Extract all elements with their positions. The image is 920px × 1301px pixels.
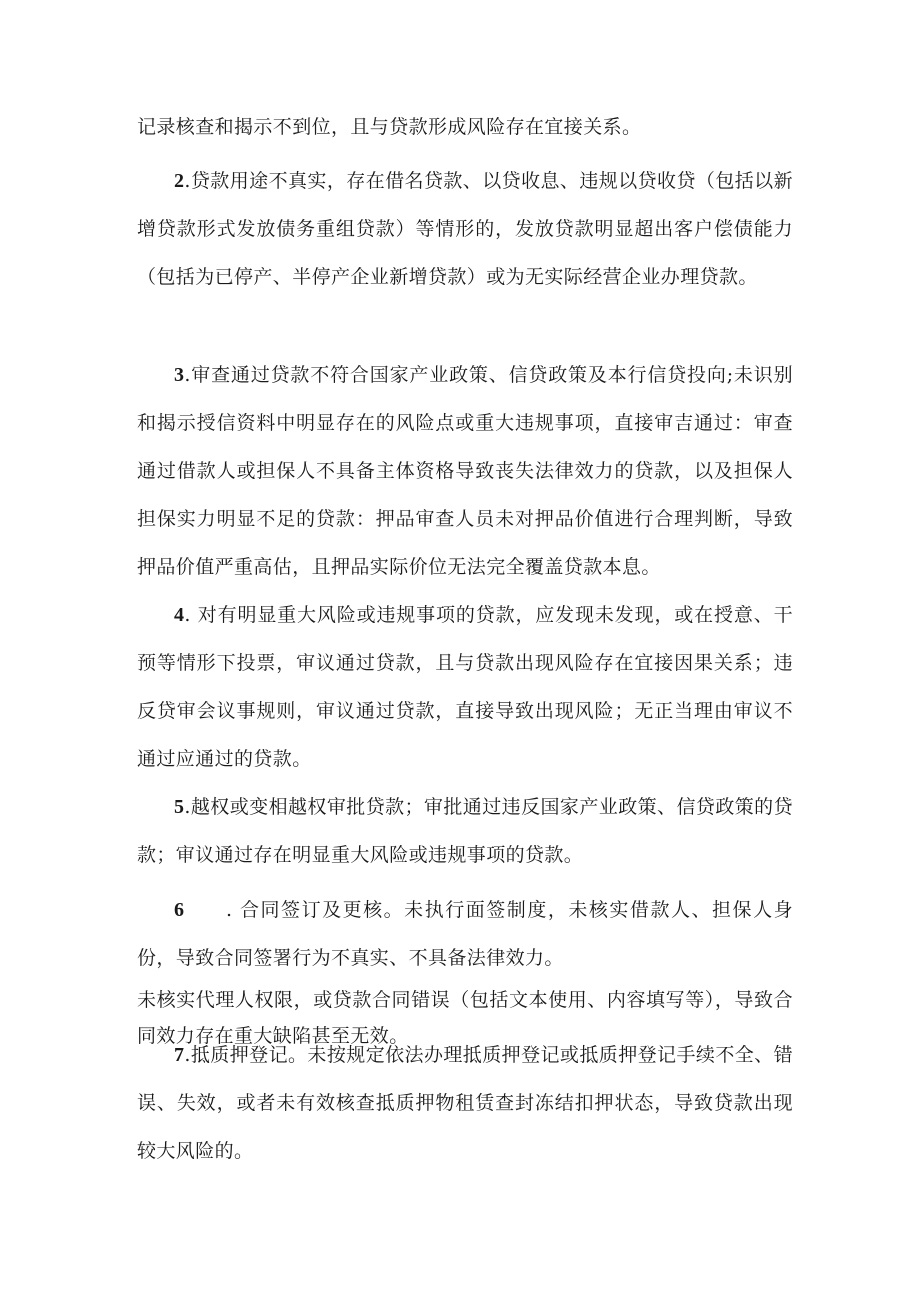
paragraph-text: .贷款用途不真实，存在借名贷款、以贷收息、违规以贷收贷（包括以新增贷款形式发放债务重组贷款）等情形的，发放贷款明显超出客户偿债能力（包括为已停产、半停产企业新增贷款）或为无实际经营企业办理贷款。 <box>137 170 793 288</box>
paragraph-text: . 合同签订及更核。未执行面签制度，未核实借款人、担保人身份，导致合同签署行为不真实、不具备法律效力。 <box>137 899 793 969</box>
paragraph-text: .越权或变相越权审批贷款；审批通过违反国家产业政策、信贷政策的贷款；审议通过存在明显重大风险或违规事项的贷款。 <box>137 796 793 866</box>
paragraph-line-group <box>137 886 793 982</box>
paragraph-item-6 <box>137 886 793 1054</box>
item-number: 4 <box>174 604 185 626</box>
paragraph-text: 记录核查和揭示不到位，且与贷款形成风险存在宜接关系。 <box>137 116 642 138</box>
paragraph-item-7 <box>137 1031 793 1175</box>
paragraph-item-4 <box>137 591 793 783</box>
paragraph-continuation <box>137 103 793 151</box>
paragraph-text: . 对有明显重大风险或违规事项的贷款，应发现未发现，或在授意、干预等情形下投票，审议通过贷款，且与贷款出现风险存在宜接因果关系；违反贷审会议事规则，审议通过贷款，直接导致出现风险；无正当理由审议不通过应通过的贷款。 <box>137 604 793 770</box>
paragraph-text: .审查通过贷款不符合国家产业政策、信贷政策及本行信贷投向;未识别和揭示授信资料中明显存在的风险点或重大违规事项，直接审吉通过：审查通过借款人或担保人不具备主体资格导致丧失法律效力的贷款，以及担保人担保实力明显不足的贷款：押品审查人员未对押品价值进行合理判断，导致押品价值严重高估，且押品实际价位无法完全覆盖贷款本息。 <box>137 364 793 578</box>
item-number: 2 <box>174 170 185 192</box>
item-number: 5 <box>174 796 185 818</box>
item-number: 7 <box>174 1044 185 1066</box>
paragraph-text: .抵质押登记。未按规定依法办理抵质押登记或抵质押登记手续不全、错误、失效，或者未有效核查抵质押物租赁查封冻结扣押状态，导致贷款出现较大风险的。 <box>137 1044 793 1162</box>
paragraph-text: 未核实代理人权限，或贷款合同错误（包括文本使用、内容填写等），导致合同效力存在重大缺陷甚至无效。 <box>137 989 793 1047</box>
paragraph-item-2 <box>137 157 793 301</box>
item-number: 3 <box>174 364 185 386</box>
paragraph-item-5 <box>137 783 793 879</box>
paragraph-item-3 <box>137 351 793 591</box>
item-number: 6 <box>174 899 185 921</box>
